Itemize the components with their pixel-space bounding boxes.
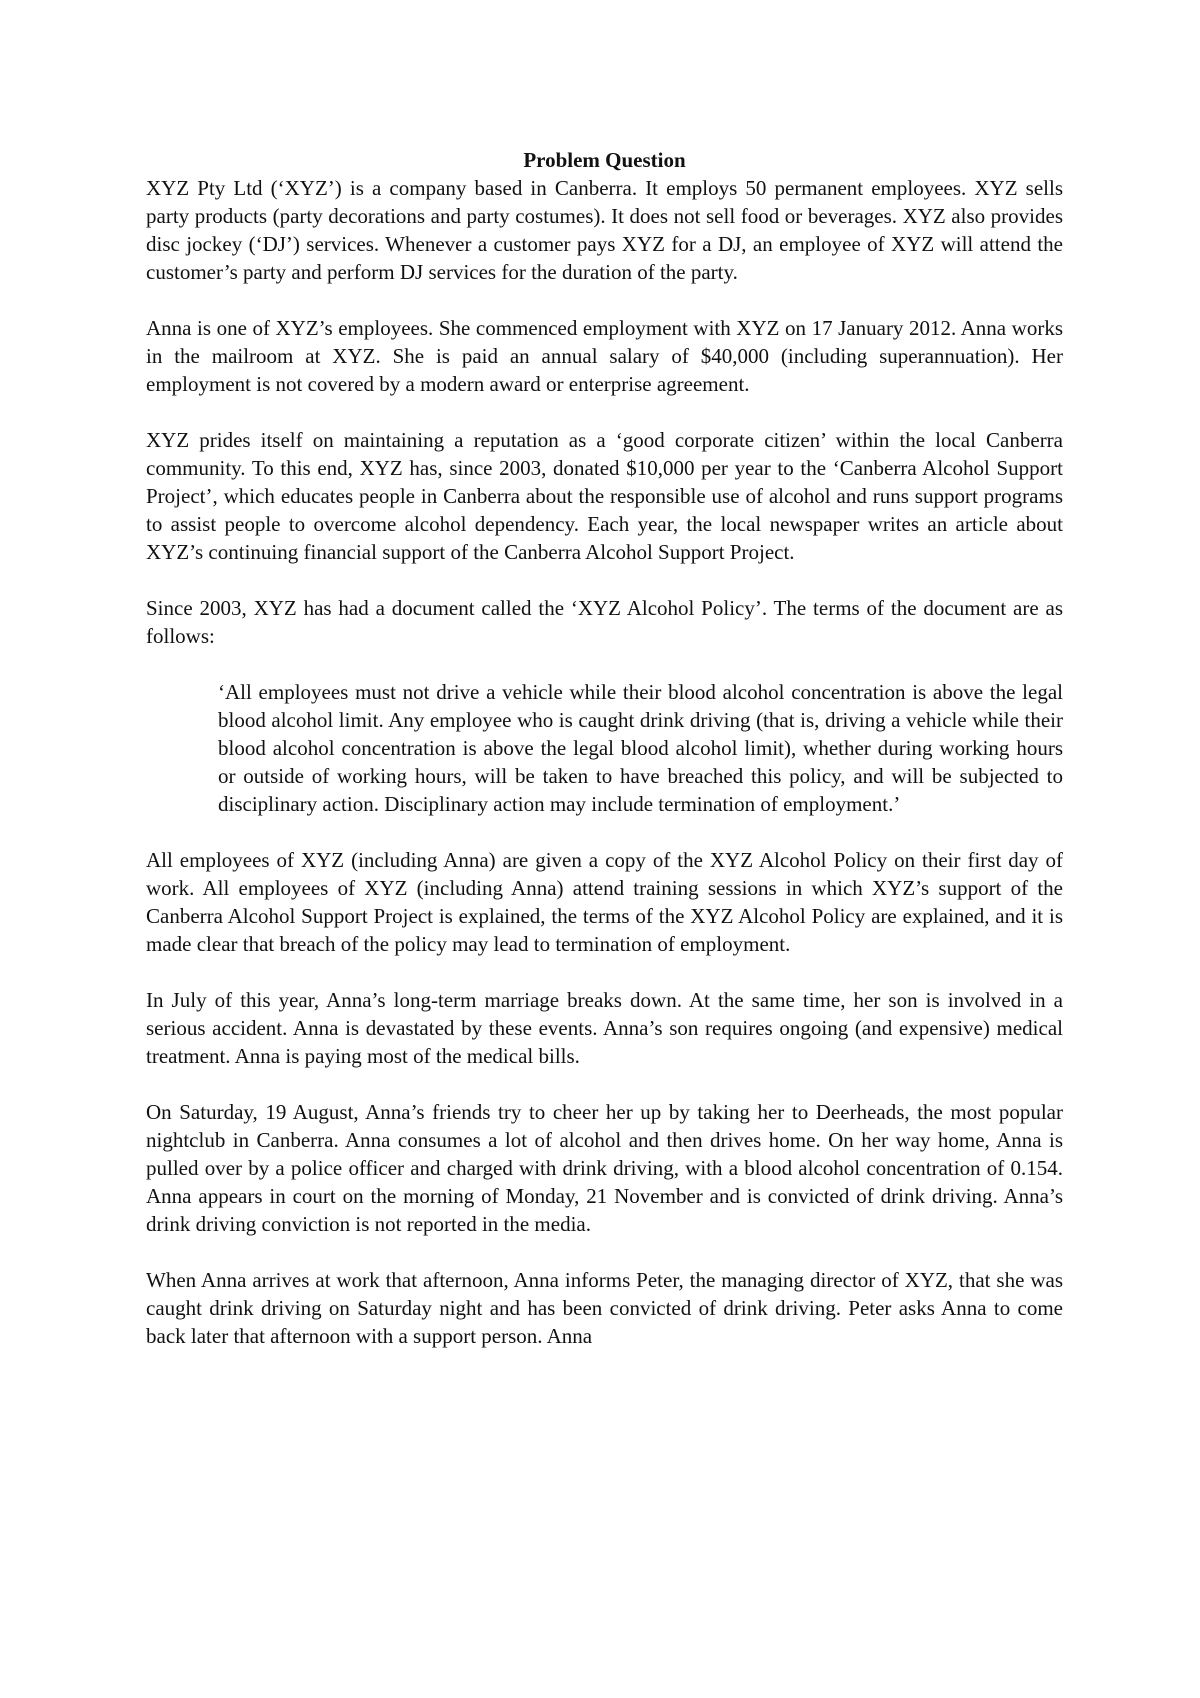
- paragraph-corporate-citizen: XYZ prides itself on maintaining a reputation as a ‘good corporate citizen’ within the local Canberra community. To this end, XYZ has, since 2003, donated $10,000 per year to the ‘Canberra Alcohol Support Project’, which educates people in Canberra about the responsible use of alcohol and runs support programs to assist people to overcome alcohol dependency. Each year, the local newspaper writes an article about XYZ’s continuing financial support of the Canberra Alcohol Support Project.: [146, 428, 1063, 564]
- paragraph-alcohol-policy-intro: Since 2003, XYZ has had a document called the ‘XYZ Alcohol Policy’. The terms of the document are as follows:: [146, 596, 1063, 648]
- paragraph-policy-training: All employees of XYZ (including Anna) are given a copy of the XYZ Alcohol Policy on their first day of work. All employees of XYZ (including Anna) attend training sessions in which XYZ’s support of the Canberra Alcohol Support Project is explained, the terms of the XYZ Alcohol Policy are explained, and it is made clear that breach of the policy may lead to termination of employment.: [146, 848, 1063, 956]
- paragraph-personal-events: In July of this year, Anna’s long-term marriage breaks down. At the same time, her son is involved in a serious accident. Anna is devastated by these events. Anna’s son requires ongoing (and expensive) medical treatment. Anna is paying most of the medical bills.: [146, 988, 1063, 1068]
- alcohol-policy-quote: ‘All employees must not drive a vehicle while their blood alcohol concentration is above the legal blood alcohol limit. Any employee who is caught drink driving (that is, driving a vehicle while their blood alcohol concentration is above the legal blood alcohol limit), whether during working hours or outside of working hours, will be taken to have breached this policy, and will be subjected to disciplinary action. Disciplinary action may include termination of employment.’: [218, 680, 1063, 816]
- paragraph-informs-peter: When Anna arrives at work that afternoon, Anna informs Peter, the managing director of XYZ, that she was caught drink driving on Saturday night and has been convicted of drink driving. Peter asks Anna to come back later that afternoon with a support person. Anna: [146, 1268, 1063, 1348]
- paragraph-company-overview: XYZ Pty Ltd (‘XYZ’) is a company based in Canberra. It employs 50 permanent employees. XYZ sells party products (party decorations and party costumes). It does not sell food or beverages. XYZ also provides disc jockey (‘DJ’) services. Whenever a customer pays XYZ for a DJ, an employee of XYZ will attend the customer’s party and perform DJ services for the duration of the party.: [146, 176, 1063, 284]
- document-page: [146, 146, 1063, 1378]
- document-title: Problem Question: [523, 148, 686, 172]
- paragraph-anna-employment: Anna is one of XYZ’s employees. She commenced employment with XYZ on 17 January 2012. Anna works in the mailroom at XYZ. She is paid an annual salary of $40,000 (including superannuation). Her employment is not covered by a modern award or enterprise agreement.: [146, 316, 1063, 396]
- paragraph-drink-driving-incident: On Saturday, 19 August, Anna’s friends try to cheer her up by taking her to Deerheads, the most popular nightclub in Canberra. Anna consumes a lot of alcohol and then drives home. On her way home, Anna is pulled over by a police officer and charged with drink driving, with a blood alcohol concentration of 0.154. Anna appears in court on the morning of Monday, 21 November and is convicted of drink driving. Anna’s drink driving conviction is not reported in the media.: [146, 1100, 1063, 1236]
